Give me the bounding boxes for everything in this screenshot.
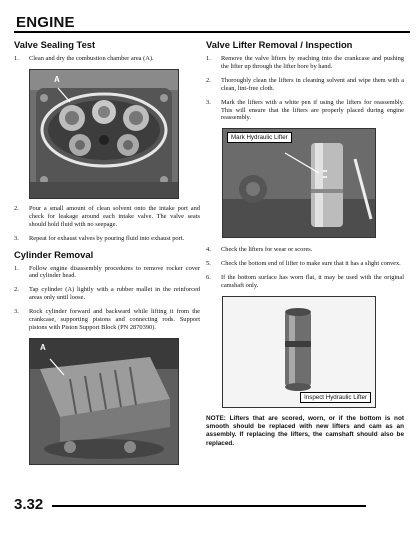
cylinder-removal-title: Cylinder Removal (14, 248, 94, 260)
section-header: ENGINE (16, 14, 75, 31)
list-item: 2. Pour a small amount of clean solvent onto the intake port and check for leakage around each intake valve. The valve seats should hold fluid with no seepage. (14, 204, 200, 228)
photo-label-a: A (40, 342, 46, 352)
list-item: 5. Check the bottom end of lifter to make sure that it has a slight convex. (206, 260, 401, 268)
list-item: 3. Mark the lifters with a white pen if using the lifters for reassembly. This will ensure that the lifters are properly placed during engine reassembly. (206, 98, 404, 122)
list-item: 6. If the bottom surface has worn flat, it may be used with the original camshaft only. (206, 274, 404, 290)
list-item: 4. Check the lifters for wear or scores. (206, 246, 313, 254)
page-number: 3.32 (14, 496, 44, 513)
right-column (206, 39, 404, 448)
mark-lifter-callout: Mark Hydraulic Lifter (227, 132, 292, 143)
combustion-chamber-photo (29, 69, 179, 199)
left-column (14, 39, 200, 465)
cylinder-image (30, 339, 178, 464)
inspect-lifter-callout: Inspect Hydraulic Lifter (300, 392, 371, 403)
valve-sealing-steps-b (14, 205, 200, 243)
valve-sealing-steps-a (14, 55, 200, 63)
combustion-chamber-image (30, 70, 178, 198)
list-item: 2. Tap cylinder (A) lightly with a rubber mallet in the reinforced areas only until loose. (14, 286, 200, 302)
inspect-lifter-image (223, 297, 375, 407)
list-item: 1. Follow engine disassembly procedures to remove rocker cover and cylinder head. (14, 264, 200, 280)
list-item: 3. Rock cylinder forward and backward while lifting it from the crankcase, supporting pistons and connecting rods. Support pistons with Piston Support Block (PN 2870390). (14, 308, 200, 331)
footer-rule (52, 505, 366, 507)
lifter-removal-title: Valve Lifter Removal / Inspection (206, 39, 353, 50)
list-item: 2. Thoroughly clean the lifters in cleaning solvent and wipe them with a clean, lint-free cloth. (206, 76, 404, 92)
list-item: 3. Repeat for exhaust valves by pouring fluid into exhaust port. (14, 234, 185, 242)
valve-sealing-title: Valve Sealing Test (14, 39, 96, 50)
list-item: 1. Clean and dry the combustion chamber area (A). (14, 55, 154, 62)
lifter-steps-b (206, 246, 404, 290)
cylinder-removal-steps (14, 265, 200, 332)
list-item: 1. Remove the valve lifters by reaching into the crankcase and pushing the lifter up through the lifter bore by hand. (206, 55, 404, 70)
inspect-lifter-photo (222, 296, 376, 408)
header-rule (14, 31, 410, 33)
mark-lifter-image (223, 129, 375, 237)
mark-lifter-photo (222, 128, 376, 238)
photo-label-a: A (54, 74, 60, 84)
lifter-steps-a (206, 55, 404, 122)
note-text: NOTE: Lifters that are scored, worn, or if the bottom is not smooth should be replaced with new lifters and cam as an assembly. If replacing the lifters, the camshaft should also be replaced. (206, 414, 404, 447)
cylinder-photo (29, 338, 179, 465)
